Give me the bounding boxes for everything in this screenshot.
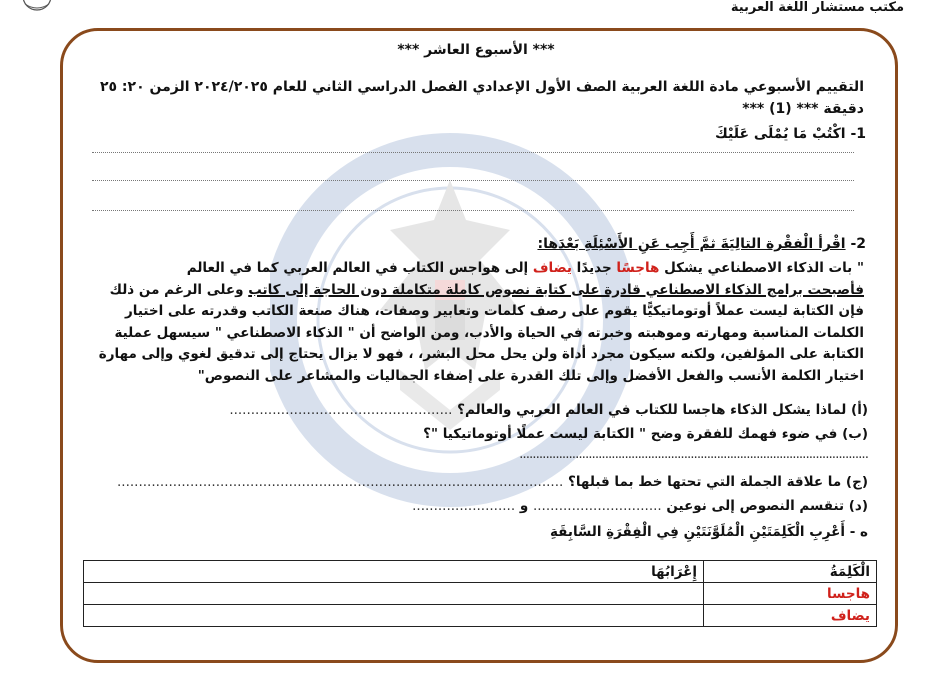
top-bar (0, 0, 952, 22)
reading-paragraph (92, 258, 864, 388)
row-parse-input[interactable] (84, 605, 704, 627)
office-header: مكتب مستشار اللغة العربية (730, 0, 904, 15)
answer-dots-d1[interactable]: .............................. (532, 498, 662, 514)
paragraph-line-2: فأصبحت برامج الذكاء الاصطناعي قادرة على كتابة نصوص كاملة متكاملة دون الحاجة إلى كاتب وعلى الرغم من ذلك (109, 281, 864, 298)
question-d: (د) تنقسم النصوص إلى نوعين .............................. و ........................ (412, 498, 868, 514)
question-2-number: 2- (850, 236, 866, 252)
word-yudaf: يضاف (532, 260, 572, 276)
paragraph-line-4: الكلمات المناسبة ومهارته وموهبته وخبرته في الحياة والأدب، ومن الواضح أن " الذكاء الاصطناعي " سيسهل عملية (114, 324, 864, 341)
question-e: ه - أَعْرِبِ الْكَلِمَتَيْنِ الْمُلَوَّنَتَيْنِ فِي الْفِقْرَةِ السَّابِقَةِ (550, 524, 868, 540)
row-word-cell: هاجسا (704, 583, 877, 605)
week-title: *** الأسبوع العاشر *** (397, 42, 555, 58)
question-2 (86, 236, 866, 252)
table-header-row (84, 561, 877, 583)
question-1-text: اكْتُبْ مَا يُمْلَى عَلَيْكَ (714, 126, 846, 142)
answer-dots-b[interactable]: .......................................................................................................... (519, 446, 868, 462)
header-word-cell: الْكَلِمَةُ (704, 561, 877, 583)
paragraph-line-6: اختيار الكلمة الأنسب والفعل الأفضل وإلى تلك القدرة على إضفاء الجماليات والمشاعر على النصوص" (197, 367, 864, 384)
header-parse-cell: إِعْرَابُهَا (84, 561, 704, 583)
answer-dots-d2[interactable]: ........................ (412, 498, 516, 514)
answer-line-2[interactable] (92, 180, 854, 181)
question-1-number: 1- (850, 126, 866, 142)
paragraph-line-5: الكتابة على المؤلفين، ولكنه سيكون مجرد أداة ولن يحل محل البشر، ، فهو لا يزال يحتاج إلى تدقيق لغوي وإلى مهارة (98, 346, 864, 363)
word-hajisan: هاجسًا (616, 260, 660, 276)
parsing-table (83, 560, 877, 627)
assessment-subtitle: التقييم الأسبوعي مادة اللغة العربية الصف الأول الإعدادي الفصل الدراسي الثاني للعام ٢٠٢٤/٢٠٢٥ الزمن ٢٠: ٢٥ دقيقة *** (1) *** (99, 79, 864, 117)
table-row (84, 605, 877, 627)
answer-dots-a[interactable]: .................................................... (229, 402, 453, 418)
ministry-logo-icon (20, 0, 54, 16)
answer-dots-c[interactable]: ........................................................................................................ (117, 474, 564, 490)
answer-line-3[interactable] (92, 210, 854, 211)
row-parse-input[interactable] (84, 583, 704, 605)
question-1 (86, 126, 866, 142)
answer-line-b (96, 446, 868, 462)
paragraph-line-3: فإن الكتابة ليست عملاً أوتوماتيكيًّا يقوم على رصف كلمات وتعابير وصفات، هناك صنعة الكاتب وقدرته على اختيار (125, 303, 864, 320)
table-row (84, 583, 877, 605)
question-c: (ج) ما علاقة الجملة التي تحتها خط بما قبلها؟ ........................................................................................................ (117, 474, 868, 490)
question-a: (أ) لماذا يشكل الذكاء هاجسا للكتاب في العالم العربي والعالم؟ .................................................... (229, 402, 868, 418)
row-word-cell: يضاف (704, 605, 877, 627)
underlined-sentence: فأصبحت برامج الذكاء الاصطناعي قادرة على كتابة نصوص كاملة متكاملة دون الحاجة إلى كاتب (248, 281, 864, 298)
answer-line-1[interactable] (92, 152, 854, 153)
question-2-text: اقْرأ الْفقْرة التالِيَةَ ثمَّ أَجِب عَنِ الأَسْئِلَةِ بَعْدَها: (537, 236, 846, 252)
paragraph-line-1: " بات الذكاء الاصطناعي يشكل هاجسًا جديدًا يضاف إلى هواجس الكتاب في العالم العربي كما في العالم (186, 260, 864, 276)
question-b: (ب) في ضوء فهمك للفقرة وضح " الكتابة ليست عملًا أوتوماتيكيا "؟ (423, 426, 868, 442)
